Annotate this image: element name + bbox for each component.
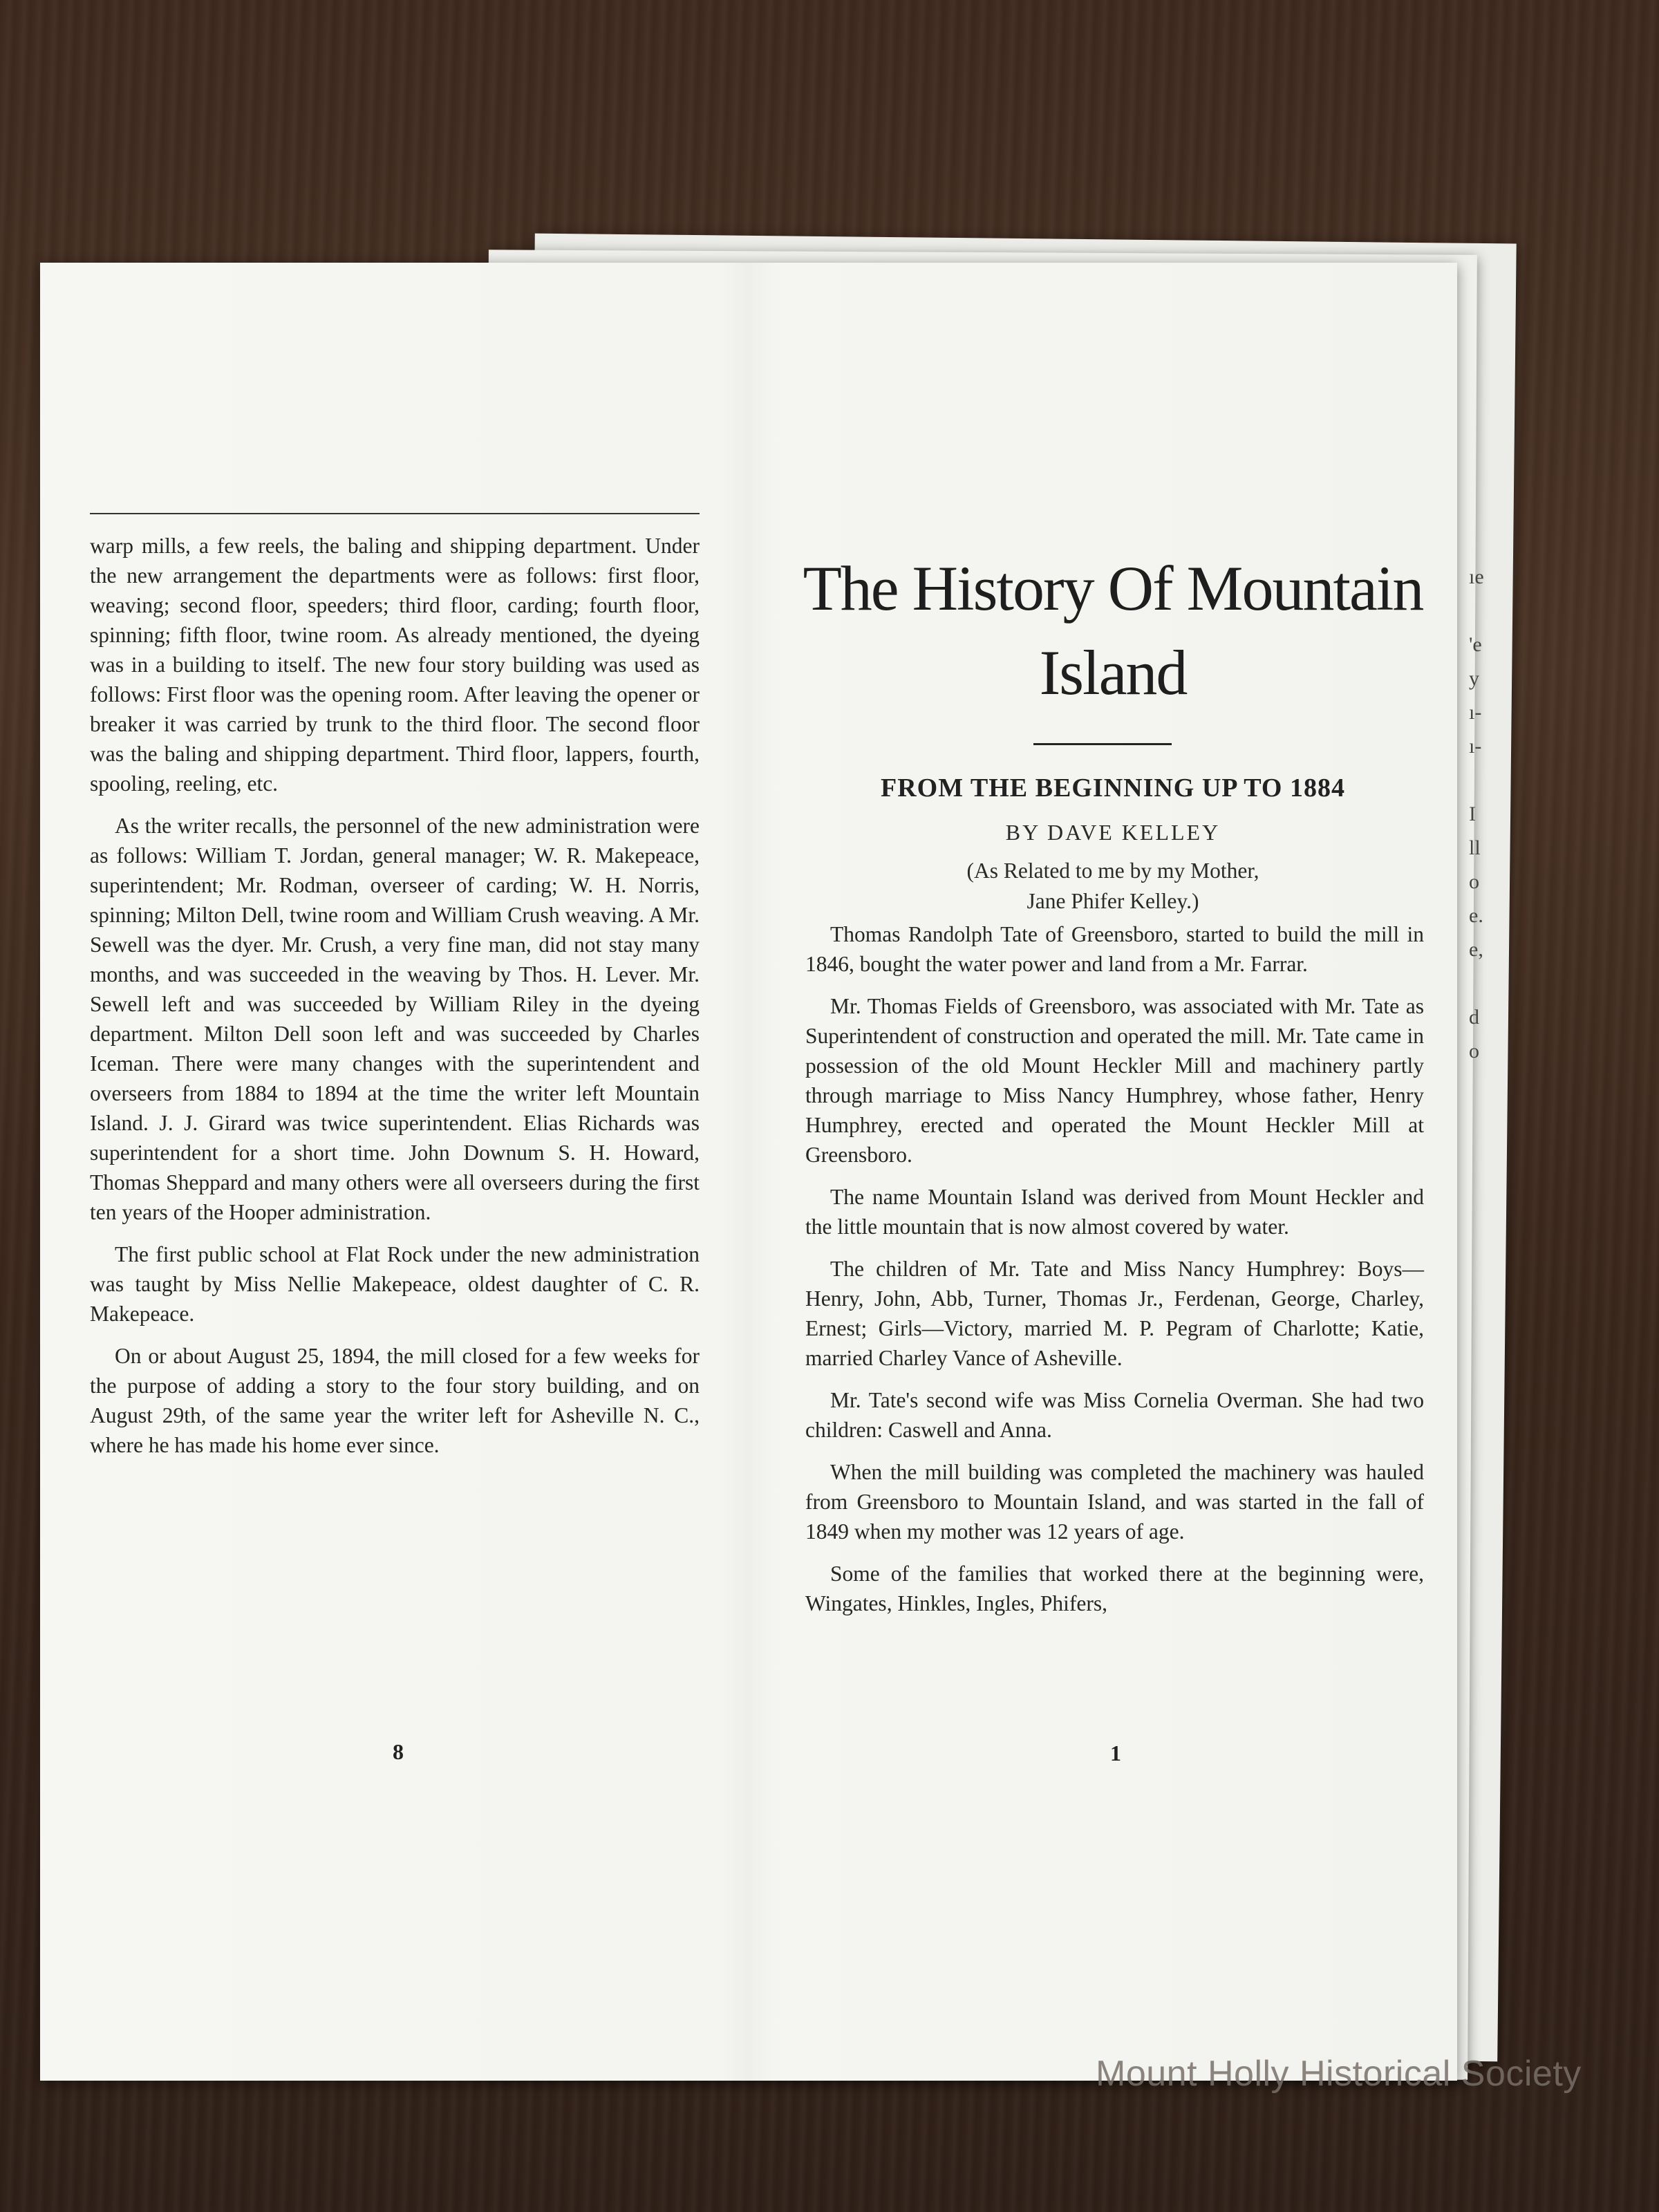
right-paragraph-7: Some of the families that worked there at the beginning were, Wingates, Hinkles, Ingles, Phifers, xyxy=(805,1562,1424,1615)
right-paragraph-2: Mr. Thomas Fields of Greensboro, was associated with Mr. Tate as Superintendent of construction and operated the mill. Mr. Tate came in possession of the old Mount Heckler Mill and machinery partly through marriage to Miss Nancy Humphrey, whose father, Henry Humphrey, erected and operated the Mount Heckler Mill at Greensboro. xyxy=(805,994,1424,1167)
article-title-line-1: The History Of Mountain xyxy=(803,553,1423,624)
right-paragraph-5: Mr. Tate's second wife was Miss Cornelia Overman. She had two children: Caswell and Anna. xyxy=(805,1388,1424,1442)
edge-fragment xyxy=(1469,763,1510,797)
edge-fragment: d xyxy=(1469,1006,1479,1029)
right-paragraph-3: The name Mountain Island was derived from Mount Heckler and the little mountain that is now almost covered by water. xyxy=(805,1185,1424,1239)
right-paragraph-1: Thomas Randolph Tate of Greensboro, started to build the mill in 1846, bought the water power and land from a Mr. Farrar. xyxy=(805,922,1424,976)
edge-fragment xyxy=(1469,594,1510,628)
article-subtitle: FROM THE BEGINNING UP TO 1884 xyxy=(881,774,1345,803)
edge-fragment: e. xyxy=(1469,904,1483,927)
article-attribution xyxy=(781,856,1445,917)
edge-fragment: I xyxy=(1469,803,1476,825)
edge-fragment: o xyxy=(1469,1040,1479,1062)
edge-fragment: ll xyxy=(1469,836,1481,859)
left-page-number: 8 xyxy=(393,1739,404,1764)
attribution-line-2: Jane Phifer Kelley.) xyxy=(1027,889,1199,913)
article-title xyxy=(781,546,1445,715)
edge-fragment: 'e xyxy=(1469,633,1482,656)
left-paragraph-4: On or about August 25, 1894, the mill closed for a few weeks for the purpose of adding a story to the four story building, and on August 29th, of the same year the writer left for Asheville N. C., where he has made his home ever since. xyxy=(90,1344,700,1457)
edge-fragment xyxy=(1469,966,1510,1000)
right-paragraph-4: The children of Mr. Tate and Miss Nancy Humphrey: Boys—Henry, John, Abb, Turner, Thomas Jr., Ferdenan, George, Charley, Ernest; Girls—Victory, married M. P. Pegram of Charlotte; Katie, married Charley Vance of Asheville. xyxy=(805,1257,1424,1370)
edge-text-fragments xyxy=(1469,560,1510,1068)
left-paragraph-2: As the writer recalls, the personnel of the new administration were as follows: William T. Jordan, general manager; W. R. Makepeace, superintendent; Mr. Rodman, overseer of carding; W. H. Norris, spinning; Milton Dell, twine room and William Crush weaving. A Mr. Sewell was the dyer. Mr. Crush, a very fine man, did not stay many months, and was succeeded in the weaving by Thos. H. Lever. Mr. Sewell left and was succeeded by William Riley in the dyeing department. Milton Dell soon left and was succeeded by Charles Iceman. There were many changes with the superintendent and overseers from 1884 to 1894 at the time the writer left Mountain Island. J. J. Girard was twice superintendent. Elias Richards was superintendent for a short time. John Downum S. H. Howard, Thomas Sheppard and many others were all overseers during the first ten years of the Hooper administration. xyxy=(90,814,700,1224)
article-title-line-2: Island xyxy=(1039,637,1187,708)
watermark: Mount Holly Historical Society xyxy=(1096,2054,1582,2094)
left-paragraph-3: The first public school at Flat Rock under the new administration was taught by Miss Nellie Makepeace, oldest daughter of C. R. Makepeace. xyxy=(90,1242,700,1326)
right-column-text xyxy=(805,919,1424,1631)
edge-fragment: y xyxy=(1469,667,1479,690)
title-divider-rule xyxy=(1033,743,1172,745)
right-paragraph-6: When the mill building was completed the machinery was hauled from Greensboro to Mountain Island, and was started in the fall of 1849 when my mother was 12 years of age. xyxy=(805,1460,1424,1544)
left-column-text xyxy=(90,531,700,1472)
attribution-line-1: (As Related to me by my Mother, xyxy=(966,859,1259,883)
edge-fragment: o xyxy=(1469,870,1479,893)
edge-fragment: ı- xyxy=(1469,701,1482,724)
left-column-top-rule xyxy=(90,513,700,514)
article-byline: BY DAVE KELLEY xyxy=(1005,820,1221,845)
edge-fragment: ı- xyxy=(1469,735,1482,758)
left-paragraph-1: warp mills, a few reels, the baling and shipping department. Under the new arrangement the departments were as follows: first floor, weaving; second floor, speeders; third floor, carding; fourth floor, spinning; fifth floor, twine room. As already mentioned, the dyeing was in a building to itself. The new four story building was used as follows: First floor was the opening room. After leaving the opener or breaker it was carried by trunk to the third floor. The second floor was the baling and shipping department. Third floor, lappers, fourth, spooling, reeling, etc. xyxy=(90,534,700,796)
edge-fragment: e, xyxy=(1469,938,1483,961)
right-page-number: 1 xyxy=(1110,1741,1121,1765)
edge-fragment: ıe xyxy=(1469,565,1484,588)
